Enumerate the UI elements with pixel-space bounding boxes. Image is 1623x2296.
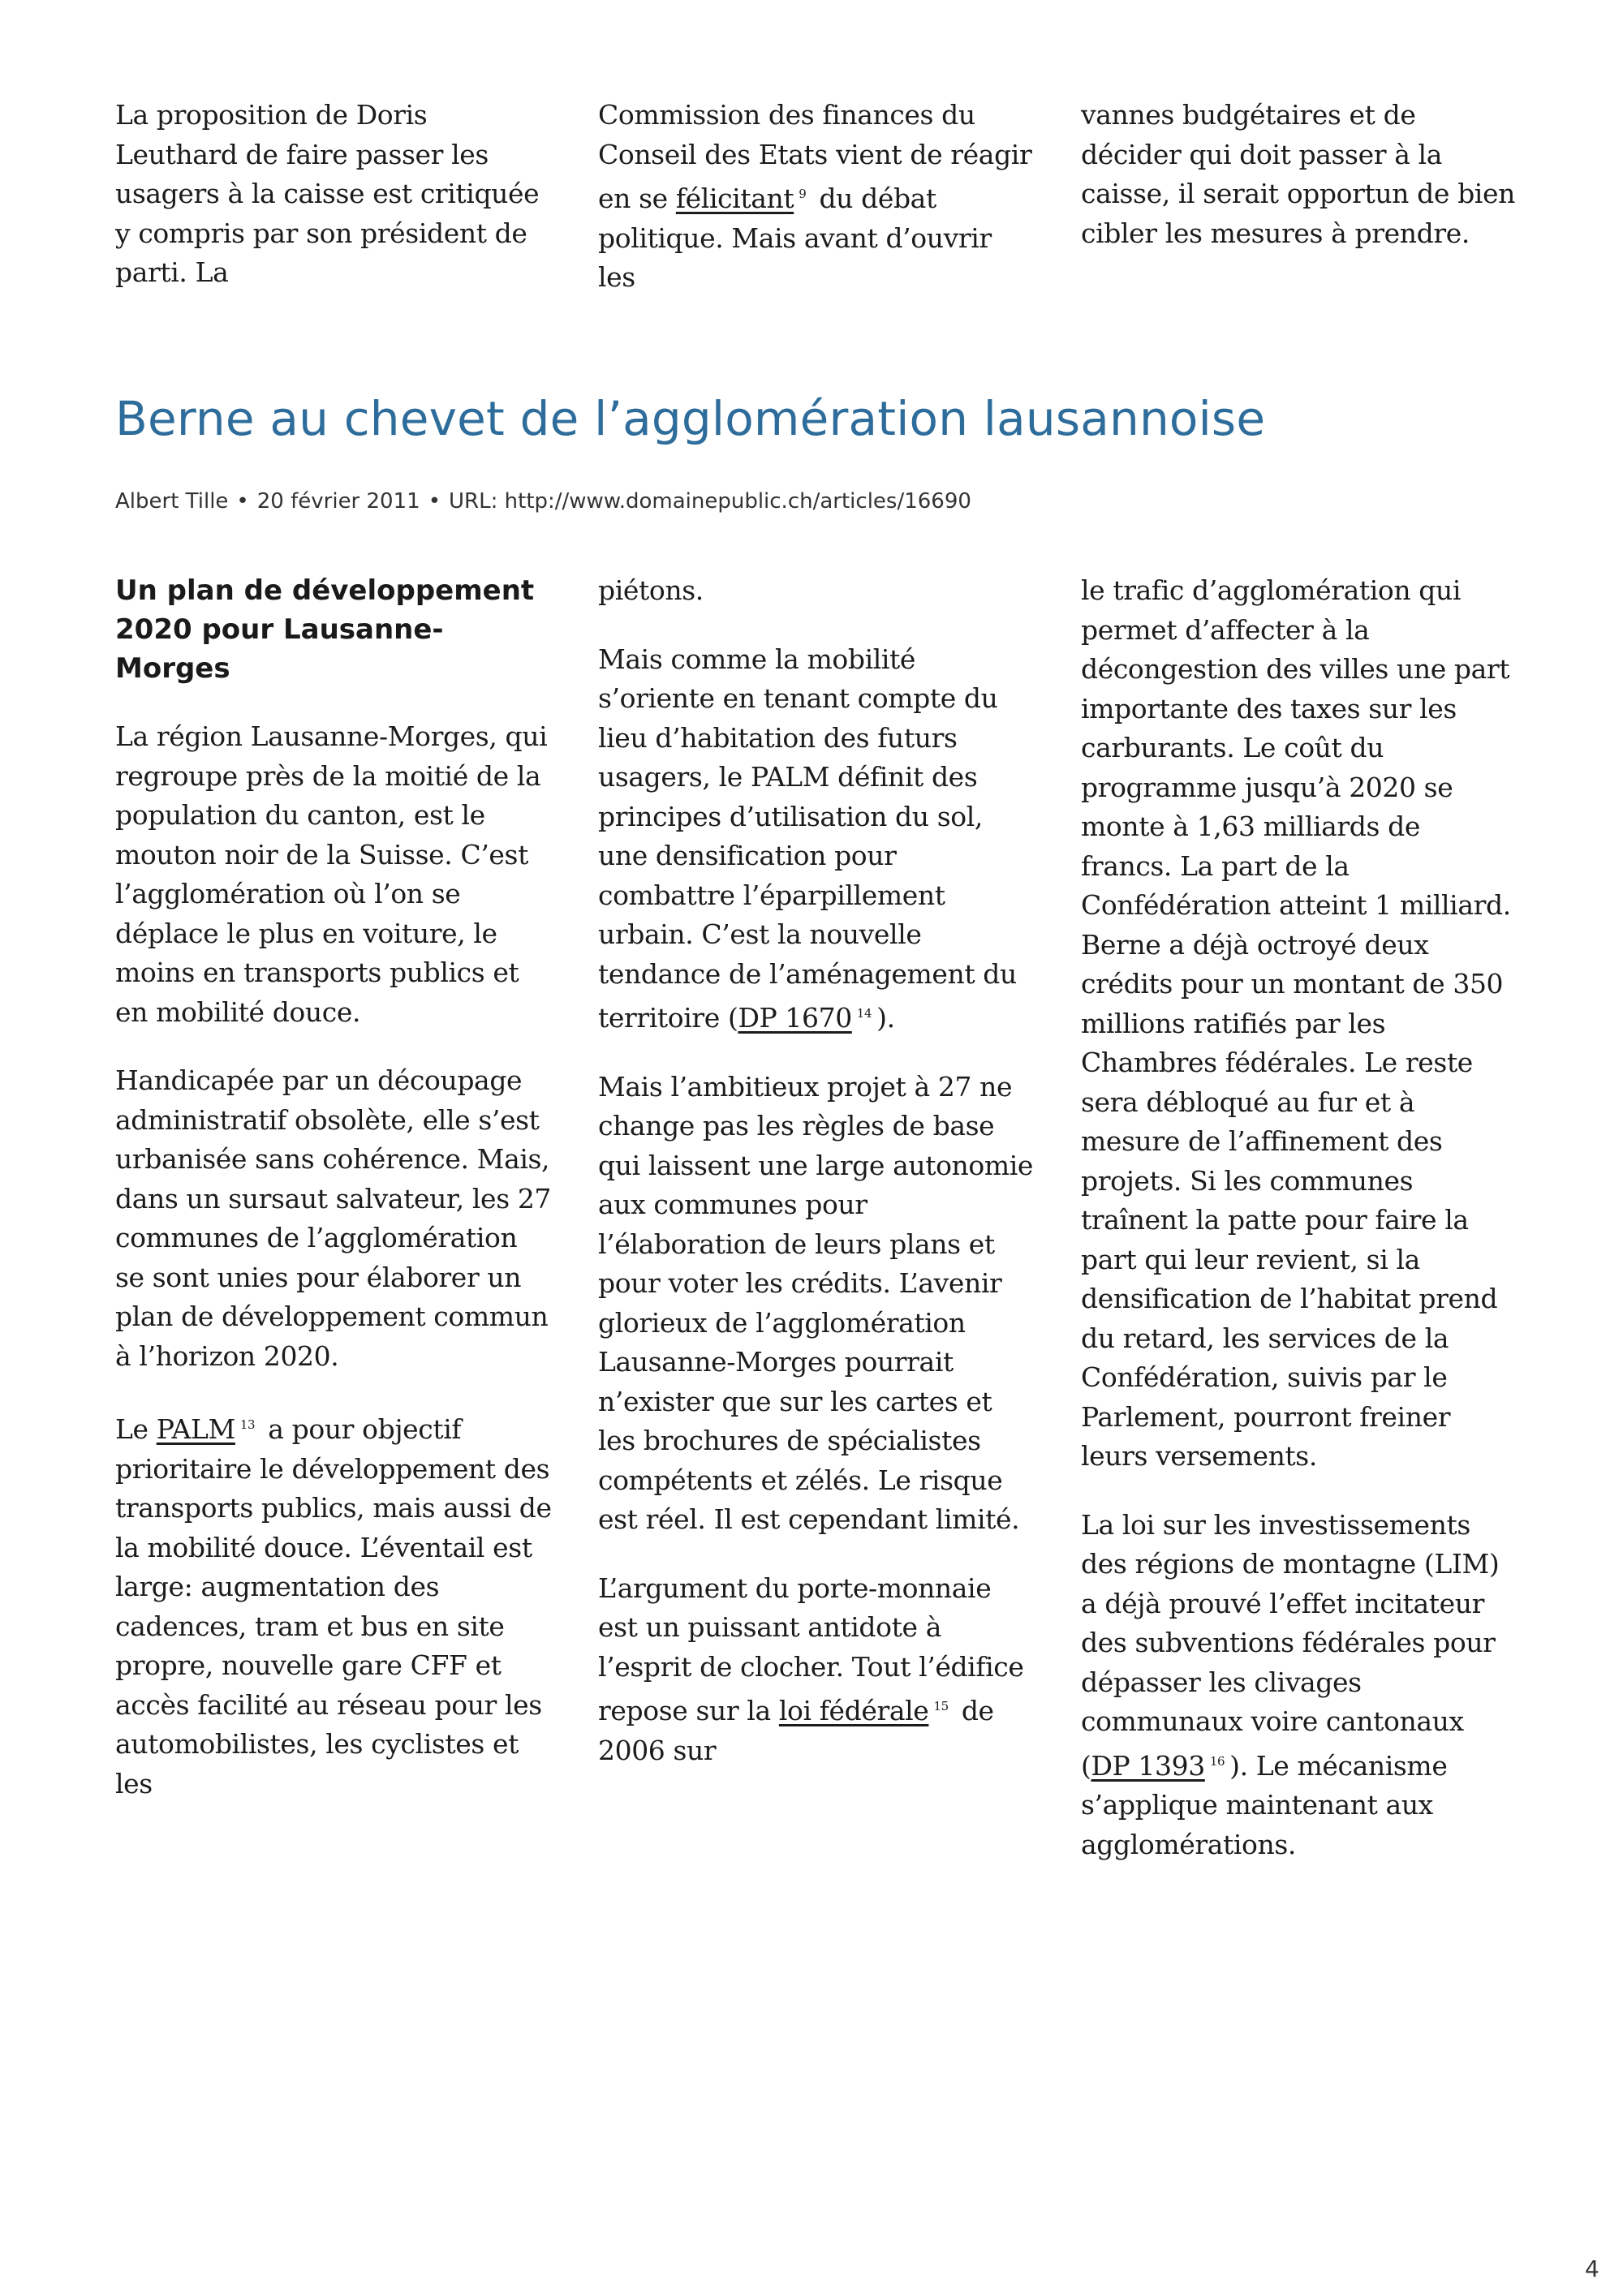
page-number: 4	[1585, 2255, 1599, 2282]
column-2	[598, 571, 1036, 1864]
dp-1670-link[interactable]: DP 1670	[738, 1002, 852, 1034]
text-run: Le	[115, 1413, 149, 1445]
column-1	[115, 571, 553, 1864]
column-3	[1081, 96, 1519, 298]
footnote-ref: 15	[933, 1699, 949, 1713]
url-label: URL:	[449, 489, 498, 514]
article-url: http://www.domainepublic.ch/articles/16690	[504, 489, 971, 514]
text-run: du débat politique. Mais avant d’ouvrir les	[598, 183, 992, 293]
paragraph: vannes budgétaires et de décider qui doit passer à la caisse, il serait opportun de bien cibler les mesures à prendre.	[1081, 99, 1515, 249]
previous-article-continuation	[115, 96, 1519, 298]
paragraph: La région Lausanne-Morges, qui regroupe près de la moitié de la population du canton, est le mouton noir de la Suisse. C’est l’agglomération où l’on se déplace le plus en voiture, le moins en transports publics et en mobilité douce.	[115, 720, 548, 1028]
palm-link[interactable]: PALM	[156, 1413, 235, 1445]
paragraph	[598, 96, 1036, 298]
subheading: Un plan de développement 2020 pour Lausanne-Morges	[115, 574, 535, 685]
footnote-ref: 13	[239, 1417, 256, 1432]
separator: •	[236, 489, 249, 514]
paragraph: La proposition de Doris Leuthard de faire passer les usagers à la caisse est critiquée y compris par son président de parti. La	[115, 99, 540, 288]
author: Albert Tille	[115, 489, 229, 514]
paragraph: Handicapée par un découpage administratif obsolète, elle s’est urbanisée sans cohérence. Mais, dans un sursaut salvateur, les 27 communes de l’agglomération se sont unies pour élaborer un plan de développement commun à l’horizon 2020.	[115, 1064, 552, 1372]
text-run: Commission des finances du Conseil des Etats vient de réagir en se	[598, 99, 1032, 214]
paragraph	[598, 1569, 1036, 1771]
text-run: ). Le mécanisme s’applique maintenant aux agglomérations.	[1081, 1749, 1448, 1860]
paragraph: le trafic d’agglomération qui permet d’affecter à la décongestion des villes une part importante des taxes sur les carburants. Le coût du programme jusqu’à 2020 se monte à 1,63 milliards de francs. La part de la Confédération atteint 1 milliard. Berne a déjà octroyé deux crédits pour un montant de 350 millions ratifiés par les Chambres fédérales. Le reste sera débloqué au fur et à mesure de l’affinement des projets. Si les communes traînent la patte pour faire la part qui leur revient, si la densification de l’habitat prend du retard, les services de la Confédération, suivis par le Parlement, pourront freiner leurs versements.	[1081, 574, 1511, 1472]
paragraph	[598, 640, 1036, 1038]
article-body	[115, 571, 1519, 1864]
article-title: Berne au chevet de l’agglomération lausannoise	[115, 391, 1266, 446]
article-byline	[115, 489, 971, 514]
text-run: a pour objectif prioritaire le développement des transports publics, mais aussi de la mobilité douce. L’éventail est large: augmentation des cadences, tram et bus en site propre, nouvelle gare CFF et accès facilité au réseau pour les automobilistes, les cyclistes et les	[115, 1413, 552, 1799]
column-1	[115, 96, 553, 298]
paragraph	[1081, 1506, 1519, 1865]
felicitant-link[interactable]: félicitant	[675, 183, 794, 214]
date: 20 février 2011	[256, 489, 420, 514]
column-3	[1081, 571, 1519, 1864]
footnote-ref: 16	[1209, 1753, 1225, 1769]
footnote-ref: 9	[799, 187, 807, 201]
text-run: La loi sur les investissements des régions de montagne (LIM) a déjà prouvé l’effet incitateur des subventions fédérales pour dépasser les clivages communaux voire cantonaux (	[1081, 1508, 1500, 1782]
text-run: ).	[876, 1002, 895, 1034]
dp-1393-link[interactable]: DP 1393	[1091, 1749, 1205, 1782]
separator: •	[428, 489, 441, 514]
text-run: de 2006 sur	[598, 1695, 994, 1766]
column-2	[598, 96, 1036, 298]
paragraph: Mais l’ambitieux projet à 27 ne change pas les règles de base qui laissent une large autonomie aux communes pour l’élaboration de leurs plans et pour voter les crédits. L’avenir glorieux de l’agglomération Lausanne-Morges pourrait n’exister que sur les cartes et les brochures de spécialistes compétents et zélés. Le risque est réel. Il est cependant limité.	[598, 1070, 1034, 1535]
text-run: Mais comme la mobilité s’oriente en tenant compte du lieu d’habitation des futurs usagers, le PALM définit des principes d’utilisation du sol, une densification pour combattre l’éparpillement urbain. C’est la nouvelle tendance de l’aménagement du territoire (	[598, 643, 1017, 1034]
footnote-ref: 14	[856, 1006, 872, 1021]
paragraph	[115, 1405, 553, 1804]
paragraph: piétons.	[598, 574, 704, 606]
text-run: L’argument du porte-monnaie est un puissant antidote à l’esprit de clocher. Tout l’édifice repose sur la	[598, 1572, 1024, 1726]
loi-federale-link[interactable]: loi fédérale	[778, 1695, 929, 1726]
